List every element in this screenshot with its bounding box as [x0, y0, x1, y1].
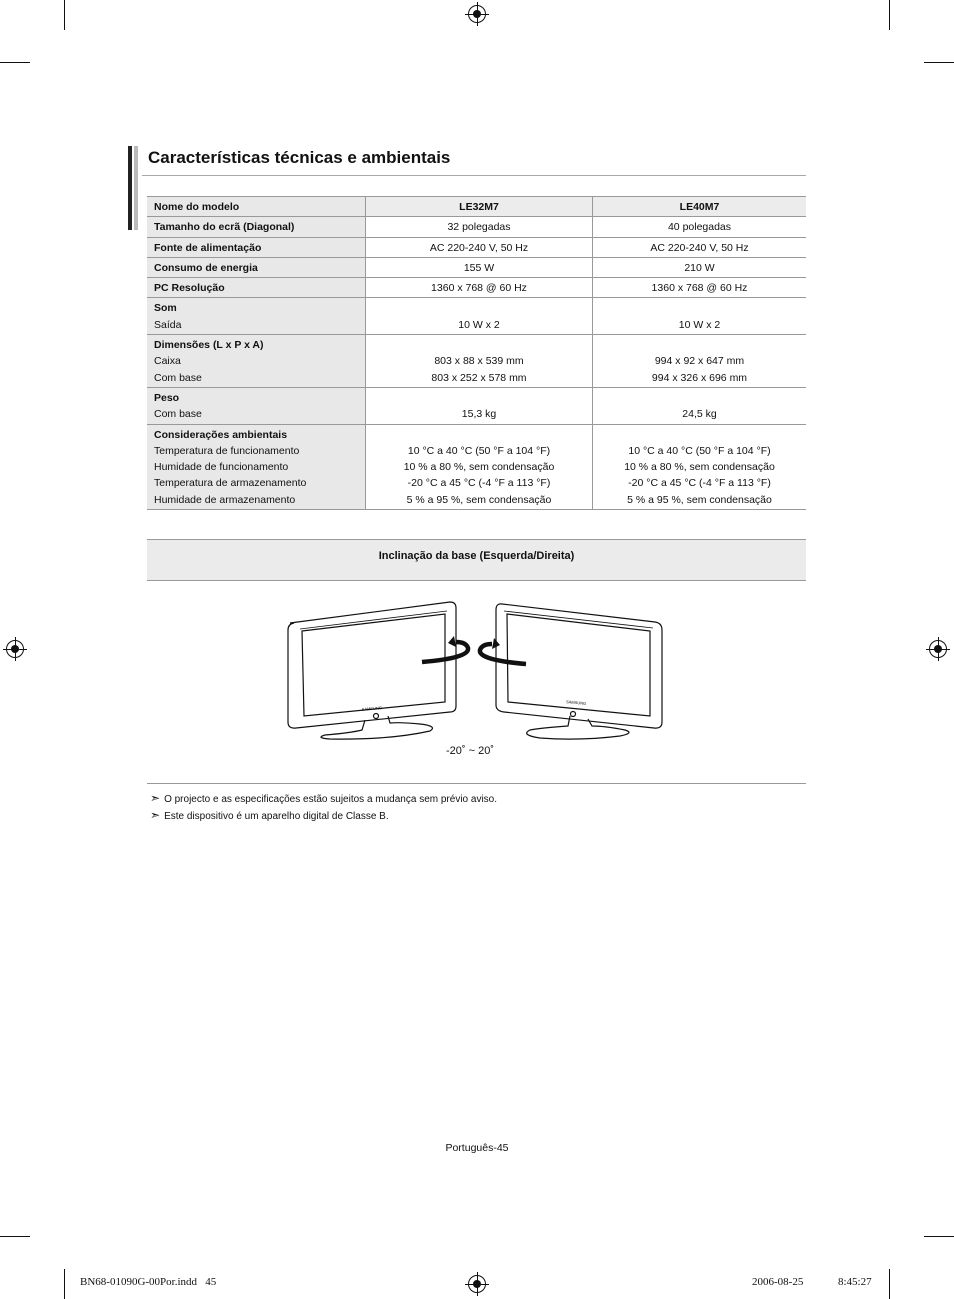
table-row — [147, 387, 806, 424]
header-model-1: LE32M7 — [366, 197, 593, 217]
value-text: 5 % a 95 %, sem condensação — [406, 493, 552, 506]
value-text: 1360 x 768 @ 60 Hz — [651, 282, 748, 295]
crop-mark — [924, 62, 954, 63]
header-model-2: LE40M7 — [593, 197, 807, 217]
row-sublabel: Com base — [154, 371, 202, 384]
value-cell-model-2 — [593, 335, 807, 388]
value-text: 994 x 326 x 696 mm — [651, 371, 748, 384]
value-text: 10 °C a 40 °C (50 °F a 104 °F) — [628, 444, 771, 457]
value-text: 803 x 252 x 578 mm — [431, 371, 527, 384]
row-sublabel: Fonte de alimentação — [154, 241, 262, 254]
page-number: Português-45 — [445, 1142, 509, 1154]
value-cell-model-2 — [593, 424, 807, 509]
row-label — [147, 237, 366, 257]
row-sublabel: PC Resolução — [154, 282, 225, 295]
value-text: 10 % a 80 %, sem condensação — [403, 461, 555, 474]
value-cell-model-1 — [366, 237, 593, 257]
crop-mark — [0, 1236, 30, 1237]
value-text: 10 °C a 40 °C (50 °F a 104 °F) — [407, 444, 551, 457]
table-row — [147, 257, 806, 277]
row-label — [147, 335, 366, 388]
note-item — [150, 808, 389, 822]
table-row — [147, 278, 806, 298]
tv-right-icon — [496, 604, 662, 739]
table-row — [147, 217, 806, 237]
crop-mark — [64, 0, 65, 30]
value-text: 10 W x 2 — [458, 318, 500, 331]
value-text: 155 W — [463, 261, 495, 274]
table-row — [147, 424, 806, 509]
value-cell-model-1 — [366, 298, 593, 335]
value-text: -20 °C a 45 °C (-4 °F a 113 °F) — [407, 477, 551, 490]
row-sublabel: Tamanho do ecrã (Diagonal) — [154, 221, 295, 234]
title-divider — [142, 175, 806, 176]
value-cell-model-2 — [593, 387, 807, 424]
value-cell-model-1 — [366, 335, 593, 388]
value-cell-model-1 — [366, 257, 593, 277]
value-text: 40 polegadas — [667, 221, 732, 234]
value-text: 10 % a 80 %, sem condensação — [624, 461, 775, 474]
tv-left-brand: SAMSUNG — [361, 705, 383, 712]
value-text: 5 % a 95 %, sem condensação — [627, 493, 772, 506]
rotate-right-arrow-icon — [480, 644, 526, 664]
value-text: 210 W — [684, 261, 715, 274]
note-item — [150, 791, 497, 805]
value-cell-model-1 — [366, 424, 593, 509]
row-sublabel: Humidade de funcionamento — [154, 461, 289, 474]
value-text: AC 220-240 V, 50 Hz — [650, 241, 749, 254]
row-sublabel: Caixa — [154, 355, 181, 368]
note-arrow-icon: ➣ — [150, 808, 161, 822]
crop-mark — [0, 62, 30, 63]
title-accent-bar — [134, 146, 138, 230]
row-heading: Peso — [154, 391, 180, 404]
registration-mark-icon — [6, 640, 24, 658]
row-label — [147, 217, 366, 237]
value-text: 10 W x 2 — [678, 318, 721, 331]
row-sublabel: Temperatura de armazenamento — [154, 477, 307, 490]
crop-mark — [924, 1236, 954, 1237]
row-heading: Considerações ambientais — [154, 428, 288, 441]
crop-mark — [64, 1269, 65, 1299]
footer-date: 2006-08-25 — [752, 1276, 804, 1288]
value-cell-model-2 — [593, 278, 807, 298]
value-text: 994 x 92 x 647 mm — [654, 355, 745, 368]
row-label — [147, 298, 366, 335]
note-text: Este dispositivo é um aparelho digital de Classe B. — [164, 811, 389, 822]
row-sublabel: Saída — [154, 318, 182, 331]
row-sublabel: Com base — [154, 408, 202, 421]
footer-file: BN68-01090G-00Por.indd 45 — [80, 1276, 217, 1288]
table-row — [147, 237, 806, 257]
registration-mark-icon — [929, 640, 947, 658]
row-label — [147, 387, 366, 424]
value-cell-model-2 — [593, 237, 807, 257]
footer-time: 8:45:27 — [838, 1276, 872, 1288]
row-sublabel: Consumo de energia — [154, 261, 258, 274]
value-cell-model-1 — [366, 217, 593, 237]
row-heading: Som — [154, 302, 177, 315]
row-label — [147, 257, 366, 277]
table-header-row — [147, 197, 806, 217]
registration-mark-icon — [468, 1275, 486, 1293]
note-text: O projecto e as especificações estão sujeitos a mudança sem prévio aviso. — [164, 794, 498, 805]
value-cell-model-2 — [593, 257, 807, 277]
value-text: 1360 x 768 @ 60 Hz — [431, 282, 527, 295]
row-sublabel: Temperatura de funcionamento — [154, 444, 300, 457]
tv-tilt-illustration — [280, 598, 670, 743]
table-row — [147, 335, 806, 388]
title-accent-bar — [128, 146, 132, 230]
notes-divider — [147, 783, 806, 784]
value-text: AC 220-240 V, 50 Hz — [429, 241, 529, 254]
value-text: 803 x 88 x 539 mm — [434, 355, 524, 368]
value-cell-model-1 — [366, 278, 593, 298]
value-text: 24,5 kg — [682, 408, 717, 421]
row-heading: Dimensões (L x P x A) — [154, 339, 264, 352]
value-text: 15,3 kg — [461, 408, 497, 421]
value-cell-model-2 — [593, 217, 807, 237]
page-title: Características técnicas e ambientais — [148, 148, 451, 167]
tilt-angle-caption: -20˚ ~ 20˚ — [446, 745, 494, 757]
tv-right-brand: SAMSUNG — [565, 699, 587, 706]
tv-left-icon — [288, 602, 456, 739]
note-arrow-icon: ➣ — [150, 791, 161, 805]
header-label: Nome do modelo — [147, 197, 366, 217]
value-text: 32 polegadas — [447, 221, 511, 234]
tilt-section-title: Inclinação da base (Esquerda/Direita) — [378, 550, 575, 562]
specifications-table — [147, 196, 806, 510]
registration-mark-icon — [468, 5, 486, 23]
table-row — [147, 298, 806, 335]
row-label — [147, 278, 366, 298]
value-cell-model-2 — [593, 298, 807, 335]
crop-mark — [889, 0, 890, 30]
row-label — [147, 424, 366, 509]
value-text: -20 °C a 45 °C (-4 °F a 113 °F) — [628, 477, 771, 490]
row-sublabel: Humidade de armazenamento — [154, 493, 296, 506]
value-cell-model-1 — [366, 387, 593, 424]
crop-mark — [889, 1269, 890, 1299]
